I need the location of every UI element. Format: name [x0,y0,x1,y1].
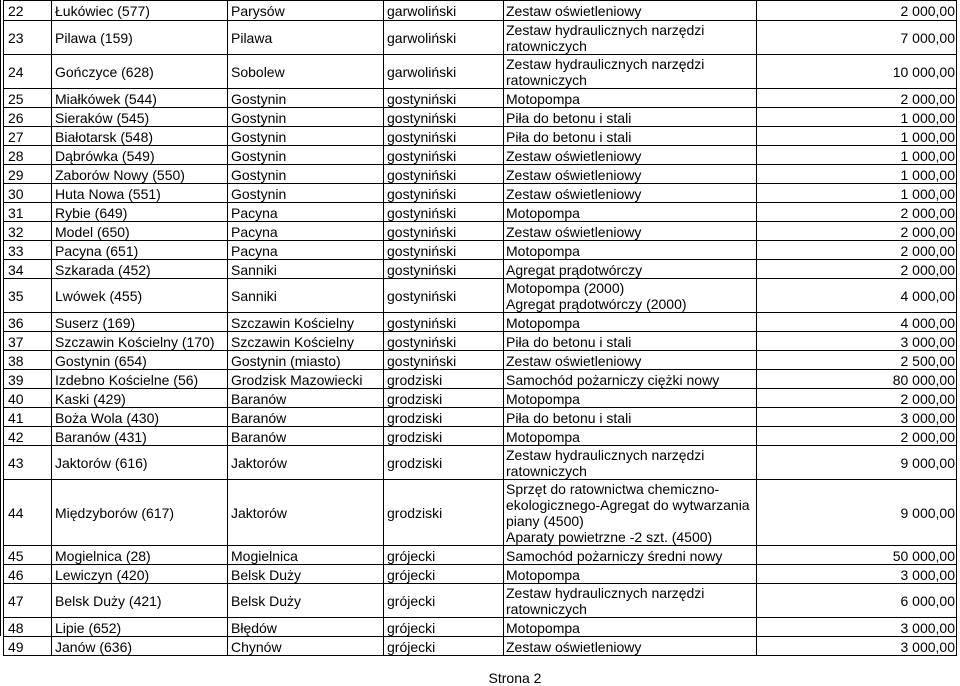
gmina-cell: Belsk Duży [228,565,384,584]
lp-cell: 30 [4,184,52,203]
powiat-cell: gostyniński [384,127,504,146]
place-cell: Pacyna (651) [52,241,228,260]
equipment-cell [504,279,757,313]
equipment-cell [504,108,757,127]
gmina-cell: Szczawin Kościelny [228,313,384,332]
amount-cell: 3 000,00 [757,332,957,351]
amount-cell: 2 000,00 [757,241,957,260]
powiat-cell: garwoliński [384,55,504,89]
powiat-cell: garwoliński [384,1,504,21]
place-cell: Mogielnica (28) [52,546,228,565]
place-cell: Miałkówek (544) [52,89,228,108]
powiat-cell: grodziski [384,389,504,408]
equipment-line: ratowniczych [506,38,587,54]
amount-cell: 2 000,00 [757,389,957,408]
equipment-line: Zestaw oświetleniowy [506,185,642,202]
gmina-cell: Gostynin [228,165,384,184]
powiat-cell: gostyniński [384,146,504,165]
equipment-cell [504,389,757,408]
amount-cell: 1 000,00 [757,146,957,165]
lp-cell: 25 [4,89,52,108]
gmina-cell: Gostynin [228,108,384,127]
equipment-cell [504,446,757,480]
equipment-cell [504,370,757,389]
powiat-cell: gostyniński [384,184,504,203]
page-footer [0,670,960,686]
table-row [4,370,957,389]
equipment-line: Piła do betonu i stali [506,409,632,426]
powiat-cell: grodziski [384,446,504,480]
equipment-line: Motopompa [506,566,580,583]
amount-cell: 3 000,00 [757,618,957,637]
gmina-cell: Gostynin (miasto) [228,351,384,370]
place-cell: Szczawin Kościelny (170) [52,332,228,351]
equipment-line: Motopompa [506,619,580,636]
powiat-cell: grodziski [384,480,504,546]
lp-cell: 24 [4,55,52,89]
equipment-line: ekologicznego-Agregat do wytwarzania [506,497,750,513]
powiat-cell: gostyniński [384,203,504,222]
lp-cell: 43 [4,446,52,480]
place-cell: Jaktorów (616) [52,446,228,480]
gmina-cell: Baranów [228,389,384,408]
equipment-cell [504,241,757,260]
equipment-line: piany (4500) [506,513,584,529]
powiat-cell: grójecki [384,637,504,656]
lp-cell: 40 [4,389,52,408]
lp-cell: 45 [4,546,52,565]
amount-cell: 80 000,00 [757,370,957,389]
amount-cell: 2 000,00 [757,203,957,222]
equipment-cell [504,351,757,370]
place-cell: Łukówiec (577) [52,1,228,21]
equipment-line: Motopompa [506,314,580,331]
place-cell: Baranów (431) [52,427,228,446]
table-row [4,637,957,656]
place-cell: Pilawa (159) [52,21,228,55]
amount-cell: 4 000,00 [757,313,957,332]
equipment-line: Piła do betonu i stali [506,109,632,126]
place-cell: Gostynin (654) [52,351,228,370]
powiat-cell: gostyniński [384,108,504,127]
amount-cell: 6 000,00 [757,584,957,618]
table-row [4,241,957,260]
equipment-line: Sprzęt do ratownictwa chemiczno- [506,481,720,497]
amount-cell: 1 000,00 [757,184,957,203]
gmina-cell: Parysów [228,1,384,21]
table-row [4,565,957,584]
page-number-label: Strona 2 [488,670,542,686]
equipment-cell [504,184,757,203]
powiat-cell: grodziski [384,427,504,446]
lp-cell: 37 [4,332,52,351]
gmina-cell: Pacyna [228,222,384,241]
powiat-cell: gostyniński [384,279,504,313]
lp-cell: 49 [4,637,52,656]
equipment-line: Motopompa [506,428,580,445]
amount-cell: 3 000,00 [757,565,957,584]
powiat-cell: gostyniński [384,89,504,108]
place-cell: Białotarsk (548) [52,127,228,146]
gmina-cell: Sobolew [228,55,384,89]
equipment-line: Zestaw oświetleniowy [506,223,642,240]
amount-cell: 1 000,00 [757,127,957,146]
lp-cell: 44 [4,480,52,546]
place-cell: Międzyborów (617) [52,480,228,546]
equipment-cell [504,21,757,55]
table-row [4,146,957,165]
table-row [4,546,957,565]
equipment-cell [504,565,757,584]
equipment-line: Zestaw oświetleniowy [506,147,642,164]
place-cell: Kaski (429) [52,389,228,408]
table-row [4,127,957,146]
equipment-line: Zestaw hydraulicznych narzędzi [506,22,705,38]
amount-cell: 9 000,00 [757,480,957,546]
gmina-cell: Gostynin [228,184,384,203]
equipment-cell [504,260,757,279]
equipment-cell [504,146,757,165]
powiat-cell: gostyniński [384,313,504,332]
equipment-cell [504,222,757,241]
table-row [4,21,957,55]
lp-cell: 33 [4,241,52,260]
powiat-cell: grójecki [384,618,504,637]
place-cell: Suserz (169) [52,313,228,332]
place-cell: Belsk Duży (421) [52,584,228,618]
equipment-cell [504,127,757,146]
powiat-cell: grodziski [384,370,504,389]
lp-cell: 32 [4,222,52,241]
equipment-line: Motopompa [506,204,580,221]
table-row [4,427,957,446]
gmina-cell: Gostynin [228,127,384,146]
table-row [4,446,957,480]
table-row [4,313,957,332]
gmina-cell: Grodzisk Mazowiecki [228,370,384,389]
powiat-cell: gostyniński [384,351,504,370]
gmina-cell: Pacyna [228,241,384,260]
powiat-cell: grójecki [384,546,504,565]
equipment-line: Zestaw oświetleniowy [506,3,642,19]
equipment-line: Samochód pożarniczy średni nowy [506,547,723,564]
equipment-line: Zestaw oświetleniowy [506,638,642,655]
gmina-cell: Jaktorów [228,480,384,546]
gmina-cell: Błędów [228,618,384,637]
table-row [4,389,957,408]
lp-cell: 26 [4,108,52,127]
equipment-line: Samochód pożarniczy ciężki nowy [506,371,720,388]
place-cell: Boża Wola (430) [52,408,228,427]
powiat-cell: gostyniński [384,260,504,279]
powiat-cell: grójecki [384,565,504,584]
lp-cell: 31 [4,203,52,222]
gmina-cell: Sanniki [228,279,384,313]
table-row [4,260,957,279]
place-cell: Zaborów Nowy (550) [52,165,228,184]
powiat-cell: gostyniński [384,332,504,351]
lp-cell: 48 [4,618,52,637]
lp-cell: 29 [4,165,52,184]
equipment-line: Motopompa [506,242,580,259]
table-row [4,203,957,222]
gmina-cell: Jaktorów [228,446,384,480]
powiat-cell: gostyniński [384,241,504,260]
powiat-cell: grodziski [384,408,504,427]
lp-cell: 23 [4,21,52,55]
equipment-cell [504,1,757,21]
powiat-cell: gostyniński [384,222,504,241]
place-cell: Sieraków (545) [52,108,228,127]
amount-cell: 1 000,00 [757,108,957,127]
equipment-cell [504,618,757,637]
gmina-cell: Gostynin [228,146,384,165]
equipment-cell [504,427,757,446]
lp-cell: 27 [4,127,52,146]
place-cell: Dąbrówka (549) [52,146,228,165]
equipment-cell [504,89,757,108]
gmina-cell: Pacyna [228,203,384,222]
equipment-cell [504,165,757,184]
amount-cell: 2 000,00 [757,222,957,241]
gmina-cell: Baranów [228,427,384,446]
table-row [4,351,957,370]
amount-cell: 7 000,00 [757,21,957,55]
equipment-line: ratowniczych [506,72,587,88]
gmina-cell: Gostynin [228,89,384,108]
lp-cell: 42 [4,427,52,446]
lp-cell: 46 [4,565,52,584]
table-row [4,408,957,427]
equipment-line: Motopompa [506,390,580,407]
place-cell: Model (650) [52,222,228,241]
lp-cell: 34 [4,260,52,279]
amount-cell: 2 500,00 [757,351,957,370]
powiat-cell: grójecki [384,584,504,618]
lp-cell: 35 [4,279,52,313]
gmina-cell: Sanniki [228,260,384,279]
equipment-line: Agregat prądotwórczy (2000) [506,296,687,312]
equipment-cell [504,55,757,89]
place-cell: Huta Nowa (551) [52,184,228,203]
equipment-line: Piła do betonu i stali [506,333,632,350]
lp-cell: 38 [4,351,52,370]
gmina-cell: Pilawa [228,21,384,55]
table-row [4,108,957,127]
place-cell: Rybie (649) [52,203,228,222]
amount-cell: 50 000,00 [757,546,957,565]
table-row [4,618,957,637]
gmina-cell: Baranów [228,408,384,427]
amount-cell: 4 000,00 [757,279,957,313]
lp-cell: 39 [4,370,52,389]
table-row [4,89,957,108]
table-row [4,332,957,351]
equipment-line: Motopompa [506,90,580,107]
gmina-cell: Szczawin Kościelny [228,332,384,351]
amount-cell: 2 000,00 [757,260,957,279]
equipment-line: Zestaw hydraulicznych narzędzi [506,56,705,72]
place-cell: Lwówek (455) [52,279,228,313]
amount-cell: 3 000,00 [757,408,957,427]
amount-cell: 2 000,00 [757,89,957,108]
equipment-table [3,0,957,656]
table-row [4,584,957,618]
table-row [4,55,957,89]
table-row [4,480,957,546]
amount-cell: 10 000,00 [757,55,957,89]
table-body [4,1,957,656]
table-row [4,1,957,21]
lp-cell: 28 [4,146,52,165]
table-row [4,184,957,203]
gmina-cell: Belsk Duży [228,584,384,618]
amount-cell: 1 000,00 [757,165,957,184]
equipment-line: Agregat prądotwórczy [506,261,643,278]
place-cell: Janów (636) [52,637,228,656]
gmina-cell: Chynów [228,637,384,656]
powiat-cell: garwoliński [384,21,504,55]
table-row [4,222,957,241]
table-row [4,279,957,313]
amount-cell: 2 000,00 [757,427,957,446]
equipment-line: ratowniczych [506,601,587,617]
amount-cell: 9 000,00 [757,446,957,480]
gmina-cell: Mogielnica [228,546,384,565]
equipment-cell [504,332,757,351]
equipment-cell [504,480,757,546]
lp-cell: 22 [4,1,52,21]
place-cell: Lipie (652) [52,618,228,637]
equipment-line: Zestaw hydraulicznych narzędzi [506,585,705,601]
equipment-cell [504,546,757,565]
equipment-line: ratowniczych [506,463,587,479]
equipment-line: Piła do betonu i stali [506,128,632,145]
equipment-line: Motopompa (2000) [506,280,625,296]
amount-cell: 3 000,00 [757,637,957,656]
equipment-cell [504,584,757,618]
table-row [4,165,957,184]
place-cell: Izdebno Kościelne (56) [52,370,228,389]
lp-cell: 36 [4,313,52,332]
lp-cell: 41 [4,408,52,427]
equipment-cell [504,203,757,222]
lp-cell: 47 [4,584,52,618]
equipment-line: Zestaw hydraulicznych narzędzi [506,447,705,463]
equipment-line: Zestaw oświetleniowy [506,352,642,369]
equipment-cell [504,408,757,427]
powiat-cell: gostyniński [384,165,504,184]
place-cell: Gończyce (628) [52,55,228,89]
equipment-line: Zestaw oświetleniowy [506,166,642,183]
amount-cell: 2 000,00 [757,1,957,21]
equipment-cell [504,637,757,656]
place-cell: Szkarada (452) [52,260,228,279]
place-cell: Lewiczyn (420) [52,565,228,584]
equipment-cell [504,313,757,332]
equipment-line: Aparaty powietrzne -2 szt. (4500) [506,529,713,545]
